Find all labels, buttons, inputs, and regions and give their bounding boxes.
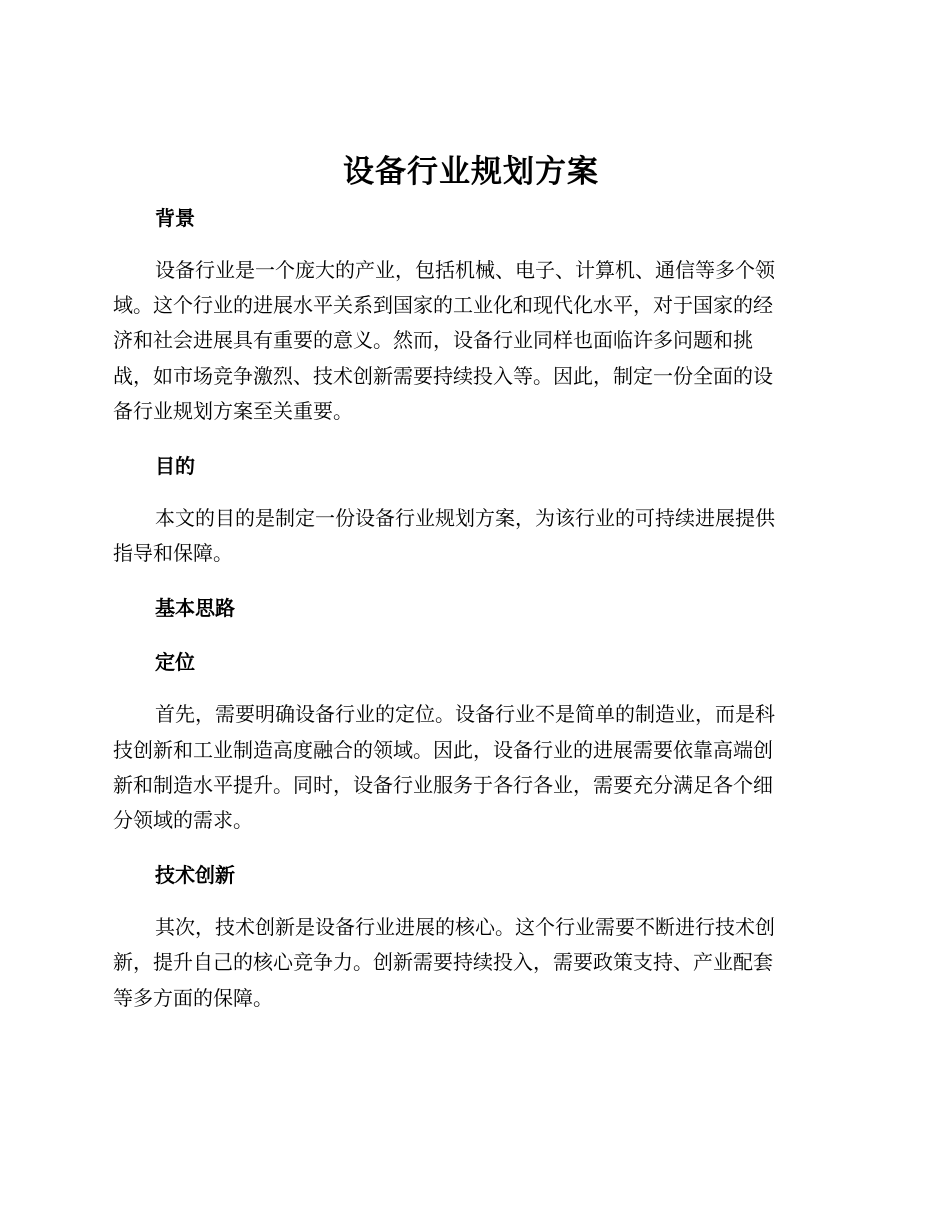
paragraph-positioning bbox=[113, 697, 829, 838]
paragraph-line: 首先，需要明确设备行业的定位。设备行业不是简单的制造业，而是科 bbox=[155, 702, 775, 727]
paragraph-line: 等多方面的保障。 bbox=[113, 985, 273, 1010]
paragraph-line: 新和制造水平提升。同时，设备行业服务于各行各业，需要充分满足各个细 bbox=[113, 772, 773, 797]
paragraph-line: 设备行业是一个庞大的产业，包括机械、电子、计算机、通信等多个领 bbox=[155, 258, 775, 282]
paragraph-line: 本文的目的是制定一份设备行业规划方案，为该行业的可持续进展提供 bbox=[155, 506, 775, 531]
paragraph-line: 战，如市场竞争激烈、技术创新需要持续投入等。因此，制定一份全面的设 bbox=[113, 363, 773, 388]
paragraph-line: 新，提升自己的核心竞争力。创新需要持续投入，需要政策支持、产业配套 bbox=[113, 950, 773, 975]
section-heading-background: 背景 bbox=[155, 206, 195, 230]
paragraph-line: 技创新和工业制造高度融合的领域。因此，设备行业的进展需要依靠高端创 bbox=[113, 737, 773, 762]
paragraph-purpose bbox=[113, 501, 829, 571]
section-heading-purpose: 目的 bbox=[155, 454, 195, 479]
paragraph-innovation bbox=[113, 910, 829, 1016]
paragraph-line: 备行业规划方案至关重要。 bbox=[113, 398, 353, 423]
document-title: 设备行业规划方案 bbox=[343, 154, 599, 190]
document-body bbox=[113, 148, 829, 1016]
paragraph-line: 其次，技术创新是设备行业进展的核心。这个行业需要不断进行技术创 bbox=[155, 915, 775, 940]
paragraph-line: 指导和保障。 bbox=[113, 541, 233, 566]
paragraph-line: 域。这个行业的进展水平关系到国家的工业化和现代化水平，对于国家的经 bbox=[113, 293, 773, 318]
paragraph-line: 分领域的需求。 bbox=[113, 808, 253, 833]
section-heading-approach: 基本思路 bbox=[155, 596, 235, 621]
paragraph-background bbox=[113, 253, 829, 429]
section-heading-innovation: 技术创新 bbox=[155, 863, 235, 888]
paragraph-line: 济和社会进展具有重要的意义。然而，设备行业同样也面临许多问题和挑 bbox=[113, 328, 753, 353]
section-heading-positioning: 定位 bbox=[155, 650, 195, 675]
